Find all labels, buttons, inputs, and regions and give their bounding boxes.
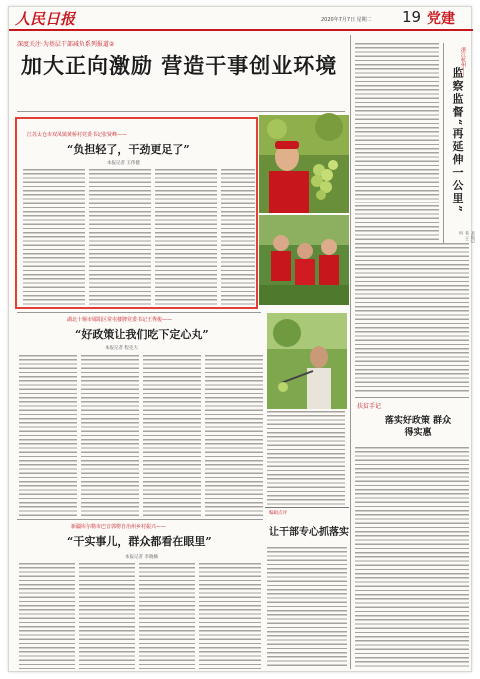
side-feature-byline: 本报记者 王珂 xyxy=(459,231,476,243)
side-feature-text-column xyxy=(355,205,439,241)
article-2-text-column xyxy=(267,411,345,507)
article-divider xyxy=(17,312,261,313)
issue-date: 2020年7月7日 星期二 xyxy=(321,17,372,23)
article-divider xyxy=(17,519,263,520)
newspaper-page xyxy=(8,6,476,672)
article-2-text-column xyxy=(205,355,263,517)
series-kicker: 深度关注·为基层干部减负系列报道② xyxy=(17,41,115,48)
article-1-headline[interactable]: “负担轻了，干劲更足了” xyxy=(67,143,190,156)
article-3-text-column xyxy=(19,563,75,669)
commentary-text-column xyxy=(267,547,347,669)
article-3-subtitle: 新疆库尔勒市巴音郭楞自治州乡村振兴—— xyxy=(71,524,167,530)
article-1-text-column xyxy=(155,169,217,305)
page-number: 19 xyxy=(402,8,422,26)
headline-divider xyxy=(17,111,345,112)
article-2-text-column xyxy=(81,355,139,517)
article-3-text-column xyxy=(139,563,195,669)
side-feature-title-box xyxy=(443,43,476,243)
column-rule xyxy=(350,35,351,669)
masthead xyxy=(9,7,473,31)
article-1-text-column xyxy=(89,169,151,305)
article-2-text-column xyxy=(143,355,201,517)
article-3-byline: 本报记者 李晓楠 xyxy=(125,555,158,560)
article-1-subtitle: 江苏太仓市双凤镇黄桥村党委书记张贤峰—— xyxy=(27,132,128,138)
newspaper-logo: 人民日报 xyxy=(15,10,76,28)
side-feature-title[interactable]: 监察监督“再延伸一公里” xyxy=(451,67,464,214)
diary-text-column xyxy=(355,447,469,669)
commentary-tag: 编辑点评 xyxy=(269,511,287,516)
side-feature-text-column xyxy=(355,43,439,203)
grape-farmer-photo xyxy=(259,115,349,213)
article-3-headline[interactable]: “干实事儿，群众都看在眼里” xyxy=(67,535,212,548)
section-name: 党建 xyxy=(427,11,455,27)
diary-headline[interactable]: 落实好政策 群众得实惠 xyxy=(384,416,452,438)
article-2-byline: 本报记者 程克大 xyxy=(105,346,138,351)
commentary-box-top xyxy=(265,507,349,508)
orchard-worker-photo xyxy=(267,313,347,409)
commentary-headline[interactable]: 让干部专心抓落实 xyxy=(269,527,349,538)
right-column-divider xyxy=(355,397,469,398)
article-2-text-column xyxy=(19,355,77,517)
article-3-text-column xyxy=(79,563,135,669)
article-1-text-column xyxy=(23,169,85,305)
article-2-headline[interactable]: “好政策让我们吃下定心丸” xyxy=(75,328,209,341)
article-2-subtitle: 湖北十堰市郧阳区常屯楼牌党委书记王秀俊—— xyxy=(67,317,173,323)
article-3-text-column xyxy=(199,563,261,669)
diary-tag: 扶贫手记 xyxy=(357,403,382,410)
main-headline: 加大正向激励 营造干事创业环境 xyxy=(21,53,338,78)
villagers-photo xyxy=(259,215,349,305)
article-1-byline: 本报记者 王伟健 xyxy=(107,161,140,166)
side-feature-place: 浙江杭州—— xyxy=(460,47,466,77)
side-feature-text-column xyxy=(355,243,469,393)
article-1-text-column xyxy=(221,169,255,305)
